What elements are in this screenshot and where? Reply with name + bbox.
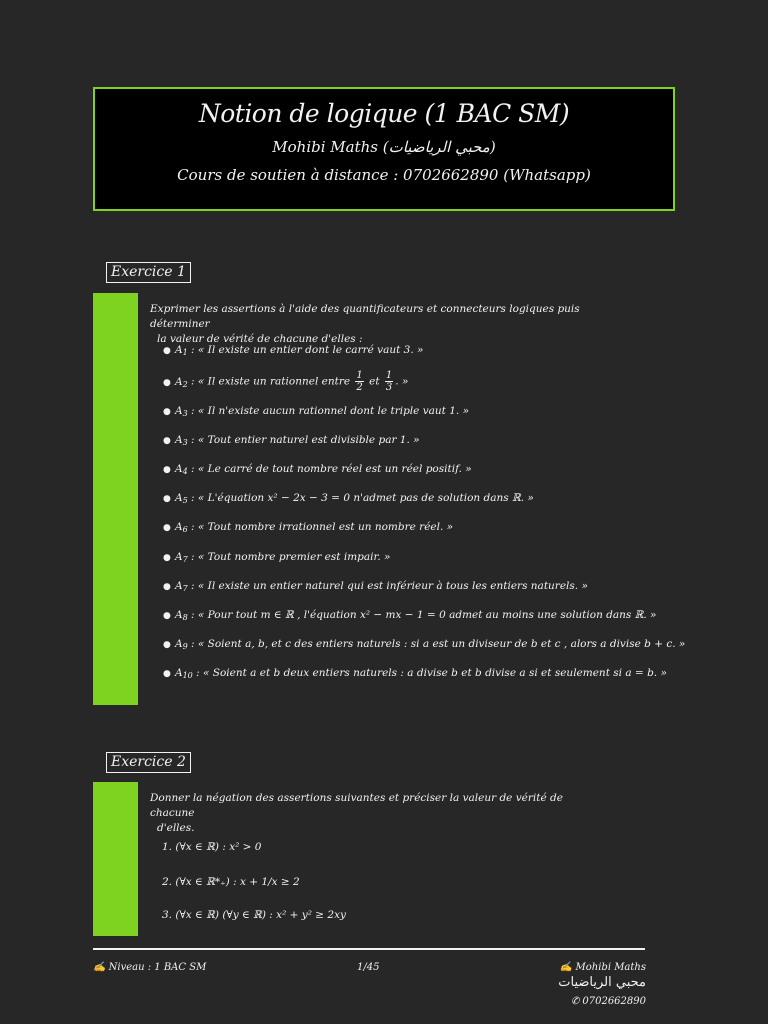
list-item: ● $A_{10}$ : « Soient a et b deux entiers naturels : a divise b et b divise a si et seulement si a = b. » (163, 667, 667, 680)
exercise-1-intro: Exprimer les assertions à l'aide des quantificateurs et connecteurs logiques puis déterminer la valeur de vérité de chacune d'elles : (150, 303, 580, 345)
footer-brand: ✍ Mohibi Maths (559, 962, 646, 973)
exercise-2-item-2: 2. (∀x ∈ ℝ*₊) : x + 1/x ≥ 2 (162, 876, 300, 888)
title-box (93, 87, 675, 211)
exercise-2-label: Exercice 2 (106, 752, 191, 773)
list-item: ● $A_3$ : « Il n'existe aucun rationnel dont le triple vaut 1. » (163, 405, 469, 418)
list-item: ● $A_9$ : « Soient a, b, et c des entiers naturels : si a est un diviseur de b et c , alors a divise b + c. » (163, 638, 686, 651)
footer-page-number: 1/45 (357, 962, 380, 973)
list-item: ● $A_7$ : « Tout nombre premier est impair. » (163, 551, 391, 564)
footer-divider (93, 948, 645, 950)
list-item: ● $A_4$ : « Le carré de tout nombre réel est un réel positif. » (163, 463, 472, 476)
exercise-2-item-3: 3. (∀x ∈ ℝ) (∀y ∈ ℝ) : x² + y² ≥ 2xy (162, 909, 346, 921)
list-item: ● $A_2$ : « Il existe un rationnel entre $\frac{1}{2}$ et $\frac{1}{3}$ . » (163, 370, 409, 393)
page-title: Notion de logique (1 BAC SM) (198, 99, 570, 128)
list-item: ● $A_3$ : « Tout entier naturel est divisible par 1. » (163, 434, 420, 447)
exercise-1-bar (93, 293, 138, 705)
contact-line: Cours de soutien à distance : 0702662890 (Whatsapp) (177, 166, 591, 184)
list-item: ● $A_6$ : « Tout nombre irrationnel est un nombre réel. » (163, 521, 454, 534)
footer-phone: ✆ 0702662890 (570, 996, 646, 1007)
author-line: Mohibi Maths (محبي الرياضيات) (272, 138, 496, 156)
footer-arabic-brand: محبي الرياضيات (558, 975, 646, 990)
exercise-2-item-1: 1. (∀x ∈ ℝ) : x² > 0 (162, 841, 262, 853)
list-item: ● $A_5$ : « L'équation x² − 2x − 3 = 0 n'admet pas de solution dans ℝ. » (163, 492, 534, 505)
exercise-1-label: Exercice 1 (106, 262, 191, 283)
footer-level: ✍ Niveau : 1 BAC SM (93, 962, 207, 973)
list-item: ● $A_1$ : « Il existe un entier dont le carré vaut 3. » (163, 344, 424, 357)
exercise-2-bar (93, 782, 138, 936)
exercise-2-intro: Donner la négation des assertions suivantes et préciser la valeur de vérité de chacune d'elles. (150, 792, 563, 834)
list-item: ● $A_7$ : « Il existe un entier naturel qui est inférieur à tous les entiers naturels. » (163, 580, 588, 593)
list-item: ● $A_8$ : « Pour tout m ∈ ℝ , l'équation x² − mx − 1 = 0 admet au moins une solution dans ℝ. » (163, 609, 657, 622)
